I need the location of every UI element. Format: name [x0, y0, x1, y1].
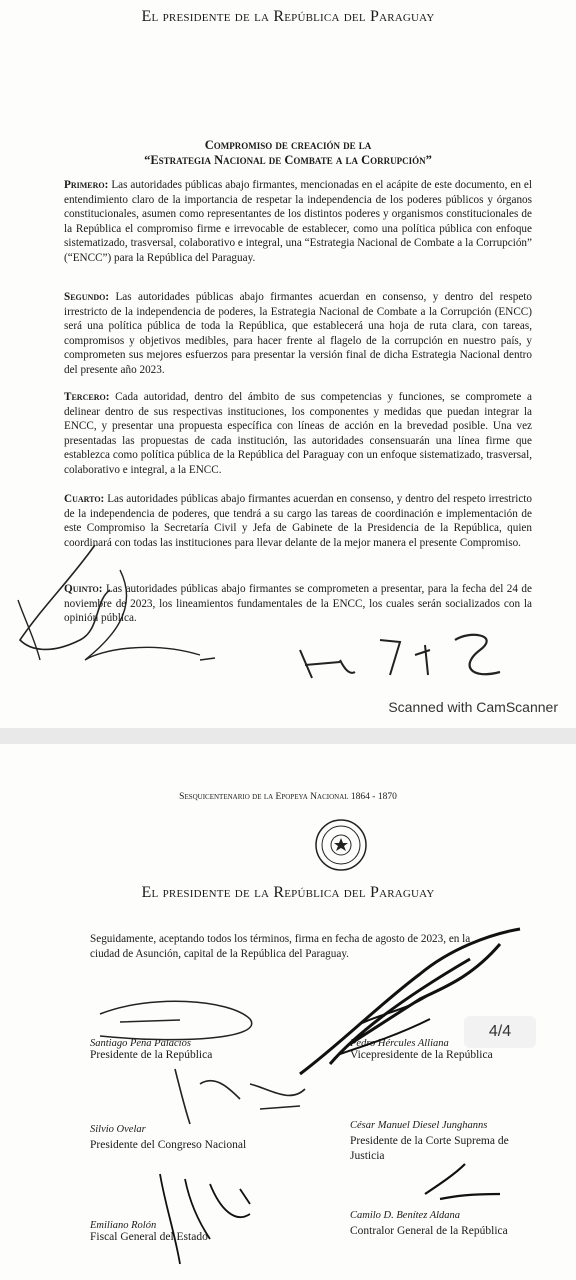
signatory-role: Contralor General de la República [350, 1225, 508, 1237]
national-seal-icon [314, 818, 368, 872]
clause-text: Cada autoridad, dentro del ámbito de sus competencias y funciones, se compromete a delinear dentro de sus respectivas instituciones, los componentes y medidas que puedan integrar la ENCC, y presentar una propuesta específica con líneas de acción en la brevedad posible. Una vez presentadas las propuestas de cada institución, las autoridades consensuarán una línea firme que establezca como política pública de la República del Paraguay con un enfoque sistematizado, trasversal, colaborativo e integral, a la ENCC. [64, 391, 532, 476]
sesquicentenario-header: Sesquicentenario de la Epopeya Nacional 1864 - 1870 [179, 792, 397, 802]
clause-text: Las autoridades públicas abajo firmantes acuerdan en consenso, y dentro del respeto irrestricto de la independencia de poderes, la Estrategia Nacional de Combate a la Corrupción (ENCC) será una política pública de toda la República, que establecerá una hoja de ruta clara, con tareas, compromisos y objetivos medibles, para hacer frente al flagelo de la corrupción en nuestro país, y comprometen sus mejores esfuerzos para presentar la versión final de dicha Estrategia Nacional dentro del presente año 2023. [64, 291, 532, 376]
clause-lead: Tercero: [64, 391, 110, 403]
signatory-name: Camilo D. Benítez Aldana [350, 1210, 461, 1221]
page-header: El presidente de la República del Paraguay [141, 884, 435, 901]
clause-text: Las autoridades públicas abajo firmantes acuerdan en consenso, y dentro del respeto irrestricto de la independencia de poderes, que tendrá a su cargo las tareas de coordinación e implementación de este Compromiso la Secretaría Civil y Jefa de Gabinete de la Presidencia de la República, quien coordinará con todas las instituciones para llevar delante de la mejor manera el presente Compromiso. [64, 493, 532, 549]
signatory-name: Pedro Hércules Alliana [350, 1038, 449, 1049]
clause-text: Las autoridades públicas abajo firmantes se comprometen a presentar, para la fecha del 24 de noviembre de 2023, los lineamientos fundamentales de la ENCC, los cuales serán socializados con la opinión pública. [64, 583, 532, 625]
document-page-2 [0, 744, 576, 1280]
page-indicator: 4/4 [464, 1016, 536, 1048]
signatory-role: Presidente de la Corte Suprema de Justicia [350, 1135, 509, 1162]
signing-statement [90, 932, 540, 961]
clause-lead: Cuarto: [64, 493, 105, 505]
signatory-name: Silvio Ovelar [90, 1124, 146, 1135]
clause-primero [64, 178, 532, 266]
signatory-role: Fiscal General del Estado [90, 1231, 208, 1243]
clause-lead: Quinto: [64, 583, 103, 595]
handwritten-signatures-page-2 [0, 744, 576, 1280]
clause-text: Las autoridades públicas abajo firmantes, mencionadas en el acápite de este documento, en el entendimiento claro de la importancia de respetar la independencia de los poderes públicos y órganos constitucionales, asumen como representantes de los distintos poderes y organismos constitucionales de la República el compromiso firme e irrevocable de establecer, como una política pública con enfoque sistematizado, trasversal, colaborativo e integral, una “Estrategia Nacional de Combate a la Corrupción” (“ENCC”) para la República del Paraguay. [64, 179, 532, 264]
scanner-watermark: Scanned with CamScanner [388, 699, 558, 715]
signatory-role: Presidente del Congreso Nacional [90, 1139, 247, 1151]
signing-statement-line-1: Seguidamente, aceptando todos los términos, firma en fecha de agosto de 2023, en la [90, 933, 471, 945]
signatory-name: César Manuel Diesel Junghanns [350, 1120, 488, 1131]
signatory-role: Vicepresidente de la República [350, 1049, 493, 1061]
signatory-role: Presidente de la República [90, 1049, 213, 1061]
document-title-line-1: Compromiso de creación de la [204, 138, 372, 152]
clause-lead: Primero: [64, 179, 109, 191]
signatory-name: Santiago Peña Palacios [90, 1038, 191, 1049]
clause-lead: Segundo: [64, 291, 110, 303]
signatory-name: Emiliano Rolón [90, 1220, 157, 1231]
clause-segundo [64, 290, 532, 378]
page-header: El presidente de la República del Paraguay [141, 8, 435, 25]
clause-tercero [64, 390, 532, 478]
signing-statement-line-2: ciudad de Asunción, capital de la República del Paraguay. [90, 947, 349, 960]
clause-cuarto [64, 492, 532, 550]
clause-quinto [64, 582, 532, 626]
document-title-line-2: “Estrategia Nacional de Combate a la Corrupción” [144, 153, 432, 167]
